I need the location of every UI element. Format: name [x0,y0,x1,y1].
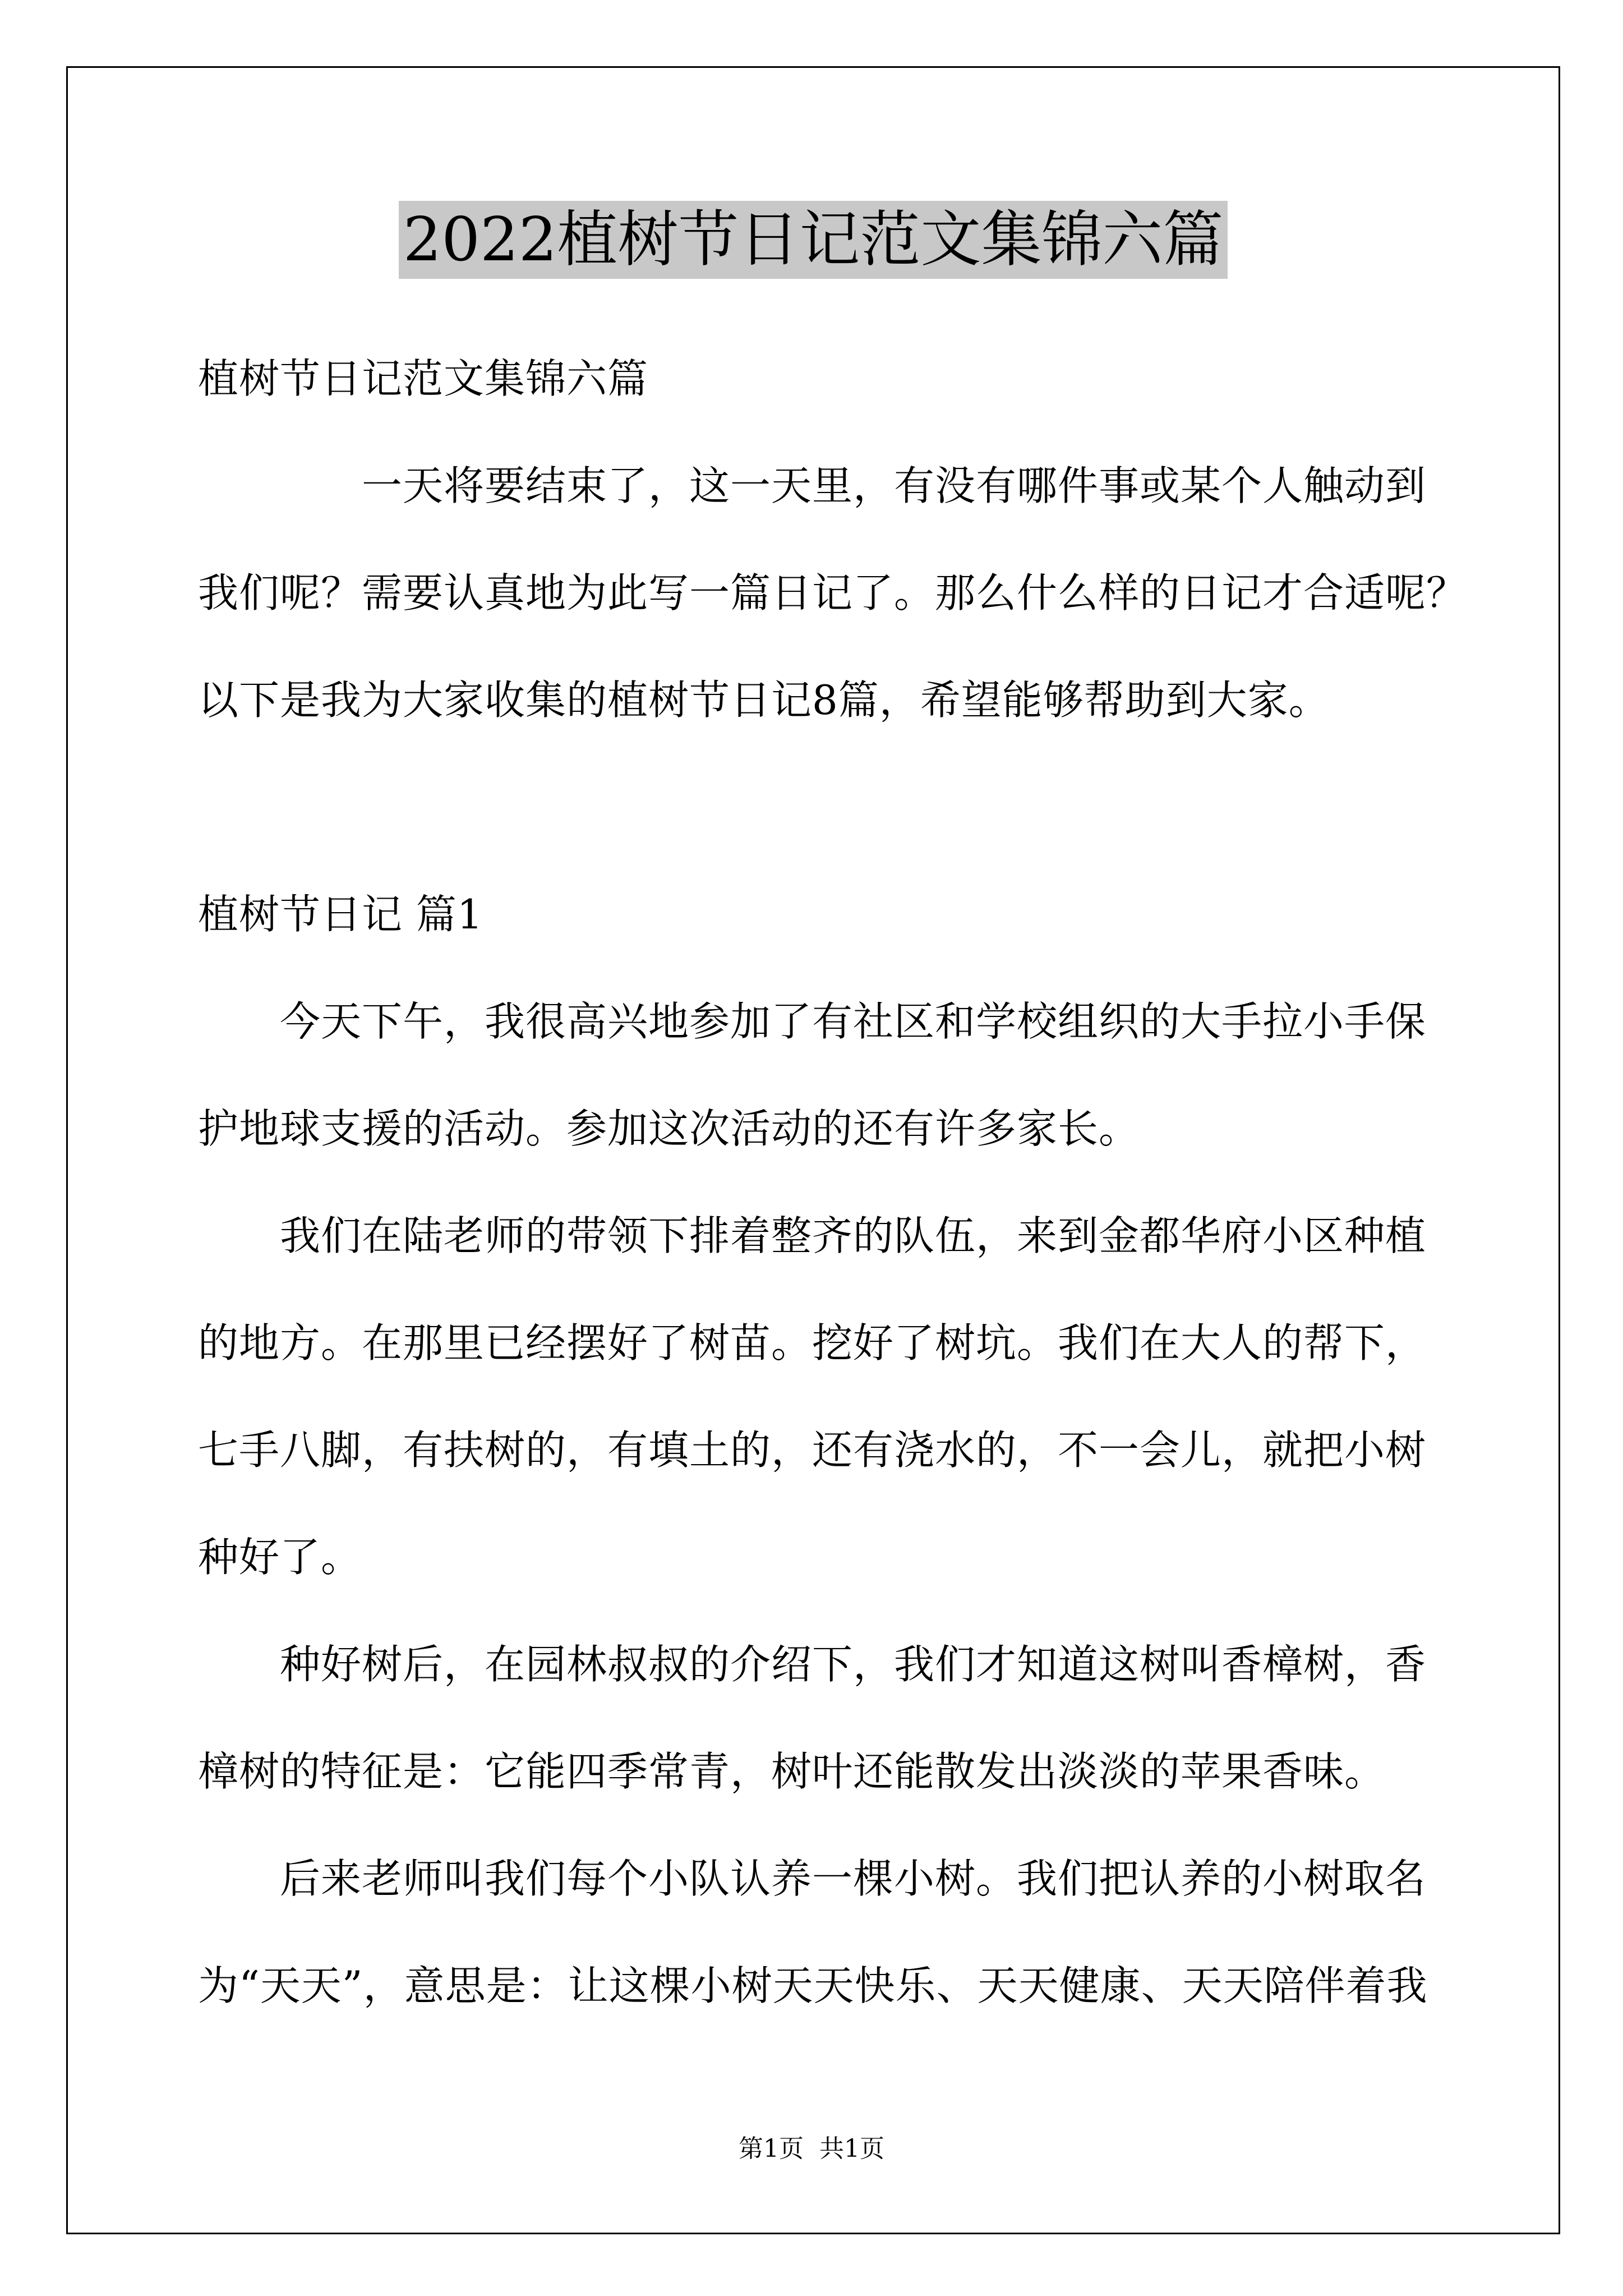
text-line: 护地球支援的活动。参加这次活动的还有许多家长。 [198,1105,1140,1152]
paragraph [198,968,1488,1182]
title-container [66,201,1560,279]
paragraph [198,1825,1488,2040]
text-line: 一天将要结束了，这一天里，有没有哪件事或某个人触动到 [362,462,1427,509]
document-title: 2022植树节日记范文集锦六篇 [399,201,1228,279]
text-line: 种好了。 [198,1534,362,1581]
text-line: 七手八脚，有扶树的，有填土的，还有浇水的，不一会儿，就把小树 [198,1427,1427,1474]
text-line: 的地方。在那里已经摆好了树苗。挖好了树坑。我们在大人的帮下， [198,1319,1427,1366]
intro-paragraph [198,432,1488,754]
text-line: 樟树的特征是：它能四季常青，树叶还能散发出淡淡的苹果香味。 [198,1748,1386,1795]
text-line: 以下是我为大家收集的植树节日记8篇，希望能够帮助到大家。 [198,677,1330,724]
text-line: 后来老师叫我们每个小队认养一棵小树。我们把认养的小树取名 [280,1855,1427,1902]
text-line: 我们在陆老师的带领下排着整齐的队伍，来到金都华府小区种植 [280,1212,1427,1259]
page-footer: 第1页 共1页 [739,2134,884,2163]
text-line: 为“天天”，意思是：让这棵小树天天快乐、天天健康、天天陪伴着我 [198,1962,1428,2009]
text-line: 我们呢？需要认真地为此写一篇日记了。那么什么样的日记才合适呢？ [198,569,1468,616]
section-heading: 植树节日记 篇1 [198,891,483,938]
text-line: 今天下午，我很高兴地参加了有社区和学校组织的大手拉小手保 [280,998,1427,1045]
paragraph [198,1611,1488,1825]
document-body [198,325,1488,2040]
subtitle: 植树节日记范文集锦六篇 [198,355,649,402]
paragraph [198,1182,1488,1611]
blank-line [198,754,1488,861]
text-line: 种好树后，在园林叔叔的介绍下，我们才知道这树叫香樟树，香 [280,1641,1427,1688]
